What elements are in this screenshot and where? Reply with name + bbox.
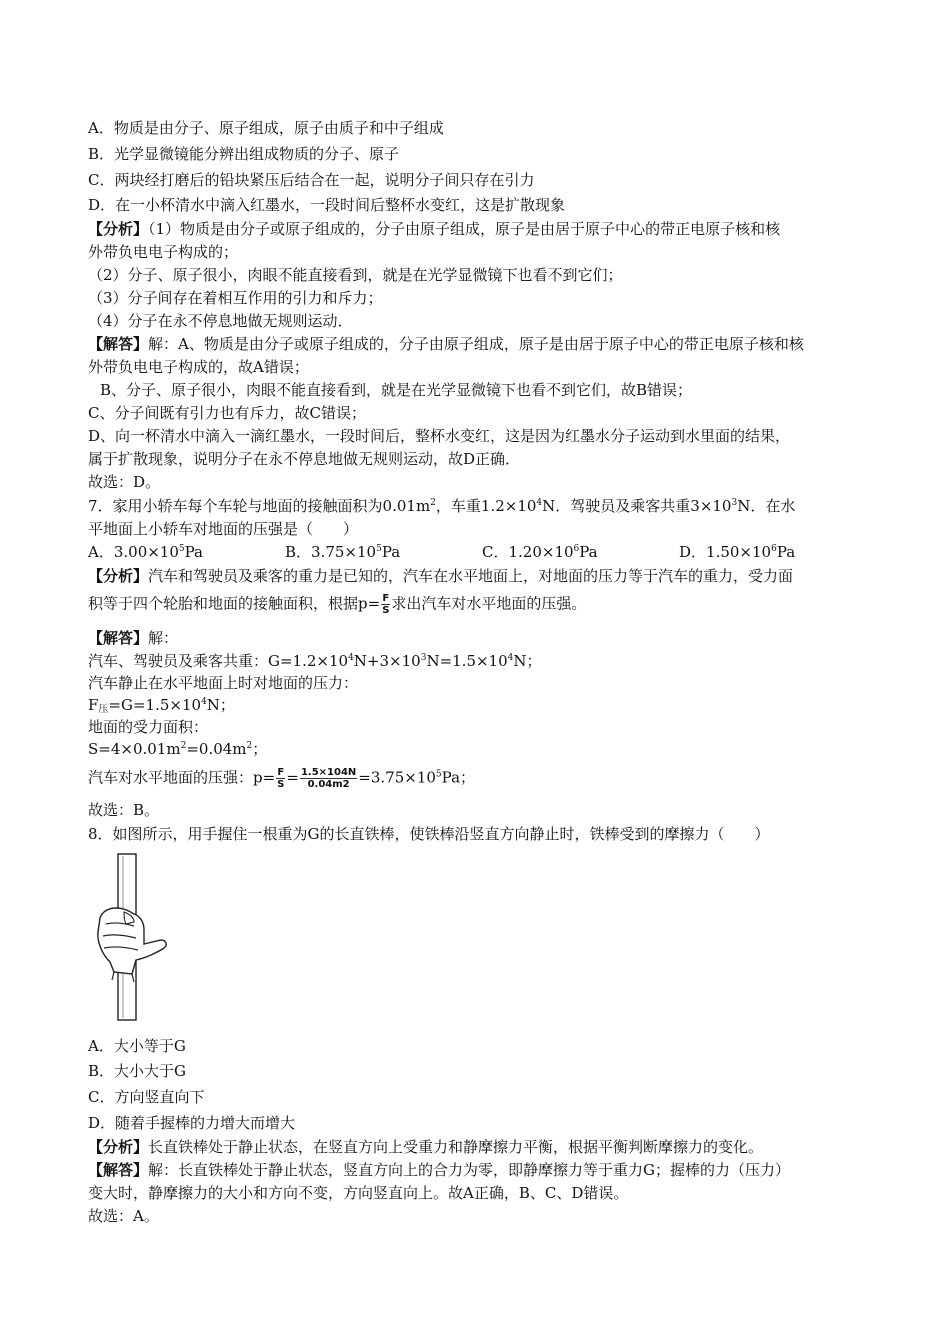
- q6-analysis-line1: [88, 219, 780, 239]
- exponent: 4: [536, 498, 543, 508]
- exponent: 3: [731, 498, 738, 508]
- q6-analysis-line5: （4）分子在永不停息地做无规则运动．: [88, 312, 353, 330]
- q7-weight-line: [88, 651, 542, 671]
- exponent: 4: [348, 653, 354, 663]
- formula-fraction: [300, 767, 357, 790]
- equals-sign: =: [286, 768, 299, 787]
- q6-answer-line3: B、分子、原子很小，肉眼不能直接看到，就是在光学显微镜下也看不到它们，故B错误；: [100, 381, 693, 399]
- option-text: C．1.20×10: [482, 543, 574, 561]
- q6-answer-line1: [88, 334, 804, 354]
- unit: Pa: [776, 543, 796, 561]
- exponent: 5: [376, 544, 382, 554]
- answer-text: S=4×0.01m: [88, 740, 181, 758]
- q8-choice: 故选：A。: [88, 1207, 159, 1225]
- q7-stem-line1: [88, 496, 795, 516]
- unit: Pa: [184, 543, 203, 561]
- q8-option-b: B．大小大于G: [88, 1062, 187, 1080]
- exponent: 2: [246, 741, 253, 751]
- analysis-text: 汽车和驾驶员及乘客的重力是已知的，汽车在水平地面上，对地面的压力等于汽车的重力，受力面: [148, 567, 794, 585]
- q7-analysis-line2: [88, 593, 586, 616]
- q7-analysis-line1: [88, 566, 793, 586]
- exponent: 6: [573, 544, 580, 554]
- q7-pressure-label: 汽车静止在水平地面上时对地面的压力：: [88, 674, 359, 692]
- answer-text: ；: [252, 740, 268, 758]
- answer-tag: 【解答】: [88, 1161, 149, 1179]
- exponent: 3: [420, 653, 427, 663]
- answer-text: N+3×10: [353, 652, 421, 670]
- subscript: 压: [98, 704, 109, 715]
- exponent: 4: [507, 653, 514, 663]
- answer-text: =G=1.5×10: [108, 696, 202, 714]
- formula-fraction: [381, 593, 390, 616]
- fraction-numerator: 1.5×104N: [300, 767, 357, 778]
- fraction-denominator: S: [382, 605, 390, 616]
- q6-option-d: D．在一小杯清水中滴入红墨水，一段时间后整杯水变红，这是扩散现象: [88, 196, 566, 214]
- q6-analysis-line3: （2）分子、原子很小，肉眼不能直接看到，就是在光学显微镜下也看不到它们；: [88, 266, 623, 284]
- q7-option-c: [482, 542, 679, 562]
- answer-text: 汽车对水平地面的压强：p=: [88, 768, 276, 787]
- answer-text: N；: [206, 696, 235, 714]
- fraction-denominator: S: [277, 779, 285, 790]
- option-text: A．3.00×10: [88, 543, 179, 561]
- exponent: 2: [430, 498, 436, 508]
- option-text: B．3.75×10: [285, 543, 377, 561]
- q6-choice: 故选：D。: [88, 473, 161, 491]
- stem-text: N．驾驶员及乘客共重3×10: [542, 497, 732, 515]
- exponent: 6: [771, 544, 777, 554]
- q8-option-a: A．大小等于G: [88, 1037, 186, 1055]
- answer-tag: 【解答】: [88, 335, 149, 353]
- q6-option-c: C．两块经打磨后的铅块紧压后结合在一起，说明分子间只存在引力: [88, 171, 535, 189]
- q7-stem-line2: 平地面上小轿车对地面的压强是（ ）: [88, 520, 359, 538]
- q6-analysis-line4: （3）分子间存在着相互作用的引力和斥力；: [88, 289, 383, 307]
- stem-text: ，车重1.2×10: [435, 497, 537, 515]
- q6-option-a: A．物质是由分子、原子组成，原子由质子和中子组成: [88, 119, 444, 137]
- answer-text: =0.04m: [186, 740, 247, 758]
- q7-option-b: [285, 542, 482, 562]
- unit: Pa: [579, 543, 598, 561]
- exponent: 4: [201, 697, 207, 707]
- q8-option-d: D．随着手握棒的力增大而增大: [88, 1114, 296, 1132]
- stem-text: N．在水: [737, 497, 796, 515]
- option-text: D．1.50×10: [679, 543, 772, 561]
- q8-analysis: [88, 1137, 763, 1157]
- unit: Pa: [381, 543, 401, 561]
- answer-text: 解：A、物质是由分子或原子组成的，分子由原子组成，原子是由居于原子中心的带正电原子核和核: [148, 335, 804, 353]
- q7-option-a: [88, 542, 285, 562]
- analysis-text: 求出汽车对水平地面的压强。: [391, 594, 587, 613]
- answer-text: F: [88, 696, 99, 714]
- q8-option-c: C．方向竖直向下: [88, 1088, 205, 1106]
- q8-answer-line1: [88, 1160, 790, 1180]
- q7-area-label: 地面的受力面积：: [88, 718, 209, 736]
- q6-analysis-line2: 外带负电电子构成的；: [88, 243, 239, 261]
- q7-choice: 故选：B。: [88, 801, 160, 819]
- answer-text: 解：长直铁棒处于静止状态，竖直方向上的合力为零，即静摩擦力等于重力G；握棒的力（压力）: [148, 1161, 791, 1179]
- answer-text: N=1.5×10: [426, 652, 508, 670]
- fraction-denominator: 0.04m2: [307, 779, 350, 790]
- q8-answer-line2: 变大时，静摩擦力的大小和方向不变，方向竖直向上。故A正确，B、C、D错误。: [88, 1184, 629, 1202]
- q6-answer-line6: 属于扩散现象，说明分子在永不停息地做无规则运动，故D正确．: [88, 450, 521, 468]
- hand-holding-rod-figure: [88, 852, 173, 1022]
- q7-option-d: [679, 543, 795, 561]
- answer-text: =3.75×10: [358, 768, 436, 787]
- formula-fraction: [276, 767, 285, 790]
- answer-text: 汽车、驾驶员及乘客共重：G=1.2×10: [88, 652, 349, 670]
- analysis-tag: 【分析】: [88, 1138, 149, 1156]
- q6-answer-line5: D、向一杯清水中滴入一滴红墨水，一段时间后，整杯水变红，这是因为红墨水分子运动到水里面的结果，: [88, 427, 791, 445]
- exponent: 2: [180, 741, 187, 751]
- q6-option-b: B．光学显微镜能分辨出组成物质的分子、原子: [88, 145, 400, 163]
- q8-stem: 8．如图所示，用手握住一根重为G的长直铁棒，使铁棒沿竖直方向静止时，铁棒受到的摩擦力（ ）: [88, 825, 770, 843]
- q7-options: [88, 542, 795, 562]
- analysis-text: （1）物质是由分子或原子组成的，分子由原子组成，原子是由居于原子中心的带正电原子核和核: [148, 220, 781, 238]
- q7-area-line: [88, 739, 267, 759]
- exponent: 5: [435, 769, 442, 780]
- q7-pressure-line: [88, 767, 475, 790]
- q6-answer-line4: C、分子间既有引力也有斥力，故C错误；: [88, 404, 366, 422]
- stem-text: 7．家用小轿车每个车轮与地面的接触面积为0.01m: [88, 497, 431, 515]
- analysis-tag: 【分析】: [88, 220, 149, 238]
- q6-answer-line2: 外带负电电子构成的，故A错误；: [88, 358, 309, 376]
- fraction-numerator: F: [382, 593, 390, 604]
- answer-text: Pa；: [441, 768, 476, 787]
- q7-force-line: [88, 695, 235, 715]
- answer-tag: 【解答】: [88, 629, 149, 647]
- analysis-tag: 【分析】: [88, 567, 149, 585]
- analysis-text: 积等于四个轮胎和地面的接触面积，根据p=: [88, 594, 381, 613]
- q7-answer-intro: [88, 628, 178, 648]
- exponent: 5: [178, 544, 185, 554]
- answer-text: N；: [513, 652, 542, 670]
- fraction-numerator: F: [277, 767, 285, 778]
- analysis-text: 长直铁棒处于静止状态，在竖直方向上受重力和静摩擦力平衡，根据平衡判断摩擦力的变化。: [148, 1138, 764, 1156]
- answer-text: 解：: [148, 629, 179, 647]
